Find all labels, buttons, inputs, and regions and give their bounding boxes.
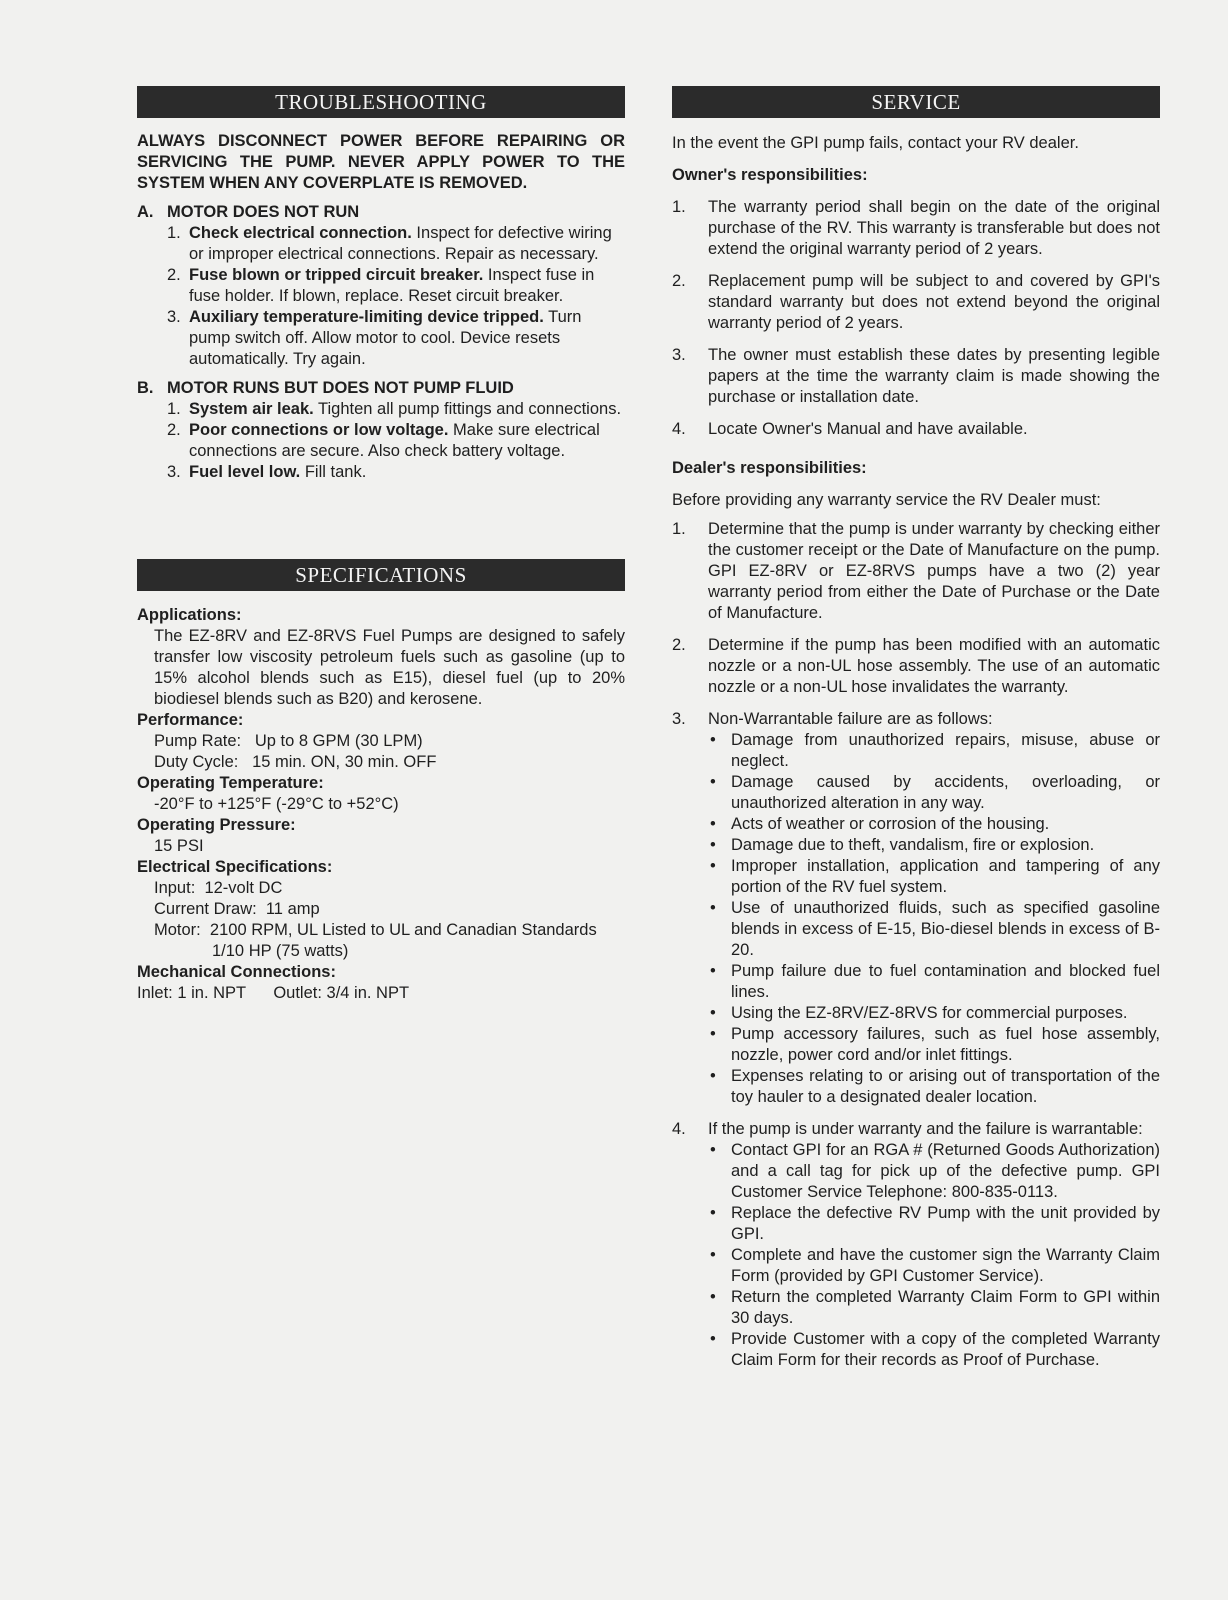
performance-label: Performance: bbox=[137, 711, 244, 729]
power-warning: ALWAYS DISCONNECT POWER BEFORE REPAIRING OR SERVICING THE PUMP. NEVER APPLY POWER TO THE SYSTEM WHEN ANY COVERPLATE IS REMOVED. bbox=[137, 132, 625, 192]
list-item: • Pump failure due to fuel contamination and blocked fuel lines. bbox=[710, 962, 1160, 1001]
section-b bbox=[137, 378, 625, 483]
list-item: • Damage caused by accidents, overloading, or unauthorized alteration in any way. bbox=[710, 773, 1160, 812]
list-item: 1. The warranty period shall begin on the date of the original purchase of the RV. This warranty is transferable but does not extend the original warranty period of 2 years. bbox=[672, 198, 1160, 258]
pump-rate: Pump Rate: Up to 8 GPM (30 LPM) bbox=[154, 732, 423, 750]
mechanical-label: Mechanical Connections: bbox=[137, 963, 336, 981]
dealer-intro: Before providing any warranty service the RV Dealer must: bbox=[672, 491, 1101, 509]
section-a bbox=[137, 202, 625, 370]
list-item: • Return the completed Warranty Claim Form to GPI within 30 days. bbox=[710, 1288, 1160, 1327]
service-intro: In the event the GPI pump fails, contact your RV dealer. bbox=[672, 134, 1079, 152]
list-item: • Using the EZ-8RV/EZ-8RVS for commercial purposes. bbox=[710, 1004, 1128, 1022]
op-temp: -20°F to +125°F (-29°C to +52°C) bbox=[154, 795, 399, 813]
duty-cycle: Duty Cycle: 15 min. ON, 30 min. OFF bbox=[154, 753, 437, 771]
left-column bbox=[137, 86, 625, 1004]
list-item: 3. Non-Warrantable failure are as follows: • Damage from unauthorized repairs, misuse, abuse or neglect. • Damage caused by accidents, overloading, or unauthorized alteration in any way. • Acts of weather or corrosion of the housing. • Damage due to theft, vandalism, fire or explosion. • Improper installation, application and tampering of any portion of the RV fuel system. • Use of unauthorized fluids, such as specified gasoline blends in excess of E-15, Bio-diesel blends in excess of B-20. • Pump failure due to fuel contamination and blocked fuel lines. • Using the EZ-8RV/EZ-8RVS for commercial purposes. • Pump accessory failures, such as fuel hose assembly, nozzle, power cord and/or inlet fittings. • Expenses relating to or arising out of transportation of the toy hauler to a designated dealer location. bbox=[672, 710, 1160, 1106]
section-a-heading: A. MOTOR DOES NOT RUN bbox=[137, 203, 360, 221]
electrical-label: Electrical Specifications: bbox=[137, 858, 333, 876]
input-spec: Input: 12-volt DC bbox=[154, 879, 283, 897]
owner-label: Owner's responsibilities: bbox=[672, 166, 868, 184]
op-pressure: 15 PSI bbox=[154, 837, 204, 855]
non-warrantable-list bbox=[708, 730, 1160, 1108]
list-item: 2. Determine if the pump has been modified with an automatic nozzle or a non-UL hose assembly. The use of an automatic nozzle or a non-UL hose invalidates the warranty. bbox=[672, 636, 1160, 696]
list-item: • Pump accessory failures, such as fuel hose assembly, nozzle, power cord and/or inlet fittings. bbox=[710, 1025, 1160, 1064]
list-item: • Damage due to theft, vandalism, fire or explosion. bbox=[710, 836, 1095, 854]
list-item: • Replace the defective RV Pump with the unit provided by GPI. bbox=[710, 1204, 1160, 1243]
op-pressure-label: Operating Pressure: bbox=[137, 816, 296, 834]
service-banner: SERVICE bbox=[672, 86, 1160, 118]
connections: Inlet: 1 in. NPT Outlet: 3/4 in. NPT bbox=[137, 984, 410, 1002]
list-item: • Complete and have the customer sign the Warranty Claim Form (provided by GPI Customer Service). bbox=[710, 1246, 1160, 1285]
list-item: • Use of unauthorized fluids, such as specified gasoline blends in excess of E-15, Bio-diesel blends in excess of B-20. bbox=[710, 899, 1160, 959]
section-b-heading: B. MOTOR RUNS BUT DOES NOT PUMP FLUID bbox=[137, 379, 514, 397]
right-column bbox=[672, 86, 1160, 1382]
current-draw: Current Draw: 11 amp bbox=[154, 900, 320, 918]
applications-label: Applications: bbox=[137, 606, 242, 624]
list-item: • Expenses relating to or arising out of transportation of the toy hauler to a designated dealer location. bbox=[710, 1067, 1160, 1106]
owner-list bbox=[672, 197, 1160, 440]
dealer-list bbox=[672, 519, 1160, 1371]
list-item: 3. The owner must establish these dates by presenting legible papers at the time the warranty claim is made showing the purchase or installation date. bbox=[672, 346, 1160, 406]
list-item: • Contact GPI for an RGA # (Returned Goods Authorization) and a call tag for pick up of the defective pump. GPI Customer Service Telephone: 800-835-0113. bbox=[710, 1141, 1160, 1201]
op-temp-label: Operating Temperature: bbox=[137, 774, 324, 792]
list-item: 1. Determine that the pump is under warranty by checking either the customer receipt or the Date of Manufacture on the pump. GPI EZ-8RV or EZ-8RVS pumps have a two (2) year warranty period from either the Date of Purchase or the Date of Manufacture. bbox=[672, 520, 1160, 622]
list-item: • Acts of weather or corrosion of the housing. bbox=[710, 815, 1050, 833]
motor-spec: Motor: 2100 RPM, UL Listed to UL and Canadian Standards bbox=[154, 921, 597, 939]
list-item: 2. Poor connections or low voltage. Make sure electrical connections are secure. Also check battery voltage. bbox=[167, 421, 600, 460]
list-item: • Damage from unauthorized repairs, misuse, abuse or neglect. bbox=[710, 731, 1160, 770]
list-item: • Provide Customer with a copy of the completed Warranty Claim Form for their records as Proof of Purchase. bbox=[710, 1330, 1160, 1369]
specifications-body bbox=[137, 605, 625, 1004]
specifications-banner: SPECIFICATIONS bbox=[137, 559, 625, 591]
applications-text: The EZ-8RV and EZ-8RVS Fuel Pumps are designed to safely transfer low viscosity petroleum fuels such as gasoline (up to 15% alcohol blends such as E15), diesel fuel (up to 20% biodiesel blends such as B20) and kerosene. bbox=[154, 627, 625, 708]
list-item: 4. Locate Owner's Manual and have available. bbox=[672, 420, 1028, 438]
list-item: 3. Fuel level low. Fill tank. bbox=[167, 463, 367, 481]
list-item: 2. Fuse blown or tripped circuit breaker. Inspect fuse in fuse holder. If blown, replace. Reset circuit breaker. bbox=[167, 266, 595, 305]
warrantable-steps-list bbox=[708, 1140, 1160, 1371]
motor-hp: 1/10 HP (75 watts) bbox=[212, 942, 349, 960]
list-item: 2. Replacement pump will be subject to and covered by GPI's standard warranty but does not extend beyond the original warranty period of 2 years. bbox=[672, 272, 1160, 332]
dealer-label: Dealer's responsibilities: bbox=[672, 459, 867, 477]
list-item: 4. If the pump is under warranty and the failure is warrantable: • Contact GPI for an RGA # (Returned Goods Authorization) and a call tag for pick up of the defective pump. GPI Customer Service Telephone: 800-835-0113. • Replace the defective RV Pump with the unit provided by GPI. • Complete and have the customer sign the Warranty Claim Form (provided by GPI Customer Service). • Return the completed Warranty Claim Form to GPI within 30 days. • Provide Customer with a copy of the completed Warranty Claim Form for their records as Proof of Purchase. bbox=[672, 1120, 1160, 1369]
list-item: • Improper installation, application and tampering of any portion of the RV fuel system. bbox=[710, 857, 1160, 896]
troubleshooting-banner: TROUBLESHOOTING bbox=[137, 86, 625, 118]
list-item: 3. Auxiliary temperature-limiting device tripped. Turn pump switch off. Allow motor to cool. Device resets automatically. Try again. bbox=[167, 308, 582, 368]
list-item: 1. System air leak. Tighten all pump fittings and connections. bbox=[167, 400, 622, 418]
list-item: 1. Check electrical connection. Inspect for defective wiring or improper electrical connections. Repair as necessary. bbox=[167, 224, 612, 263]
